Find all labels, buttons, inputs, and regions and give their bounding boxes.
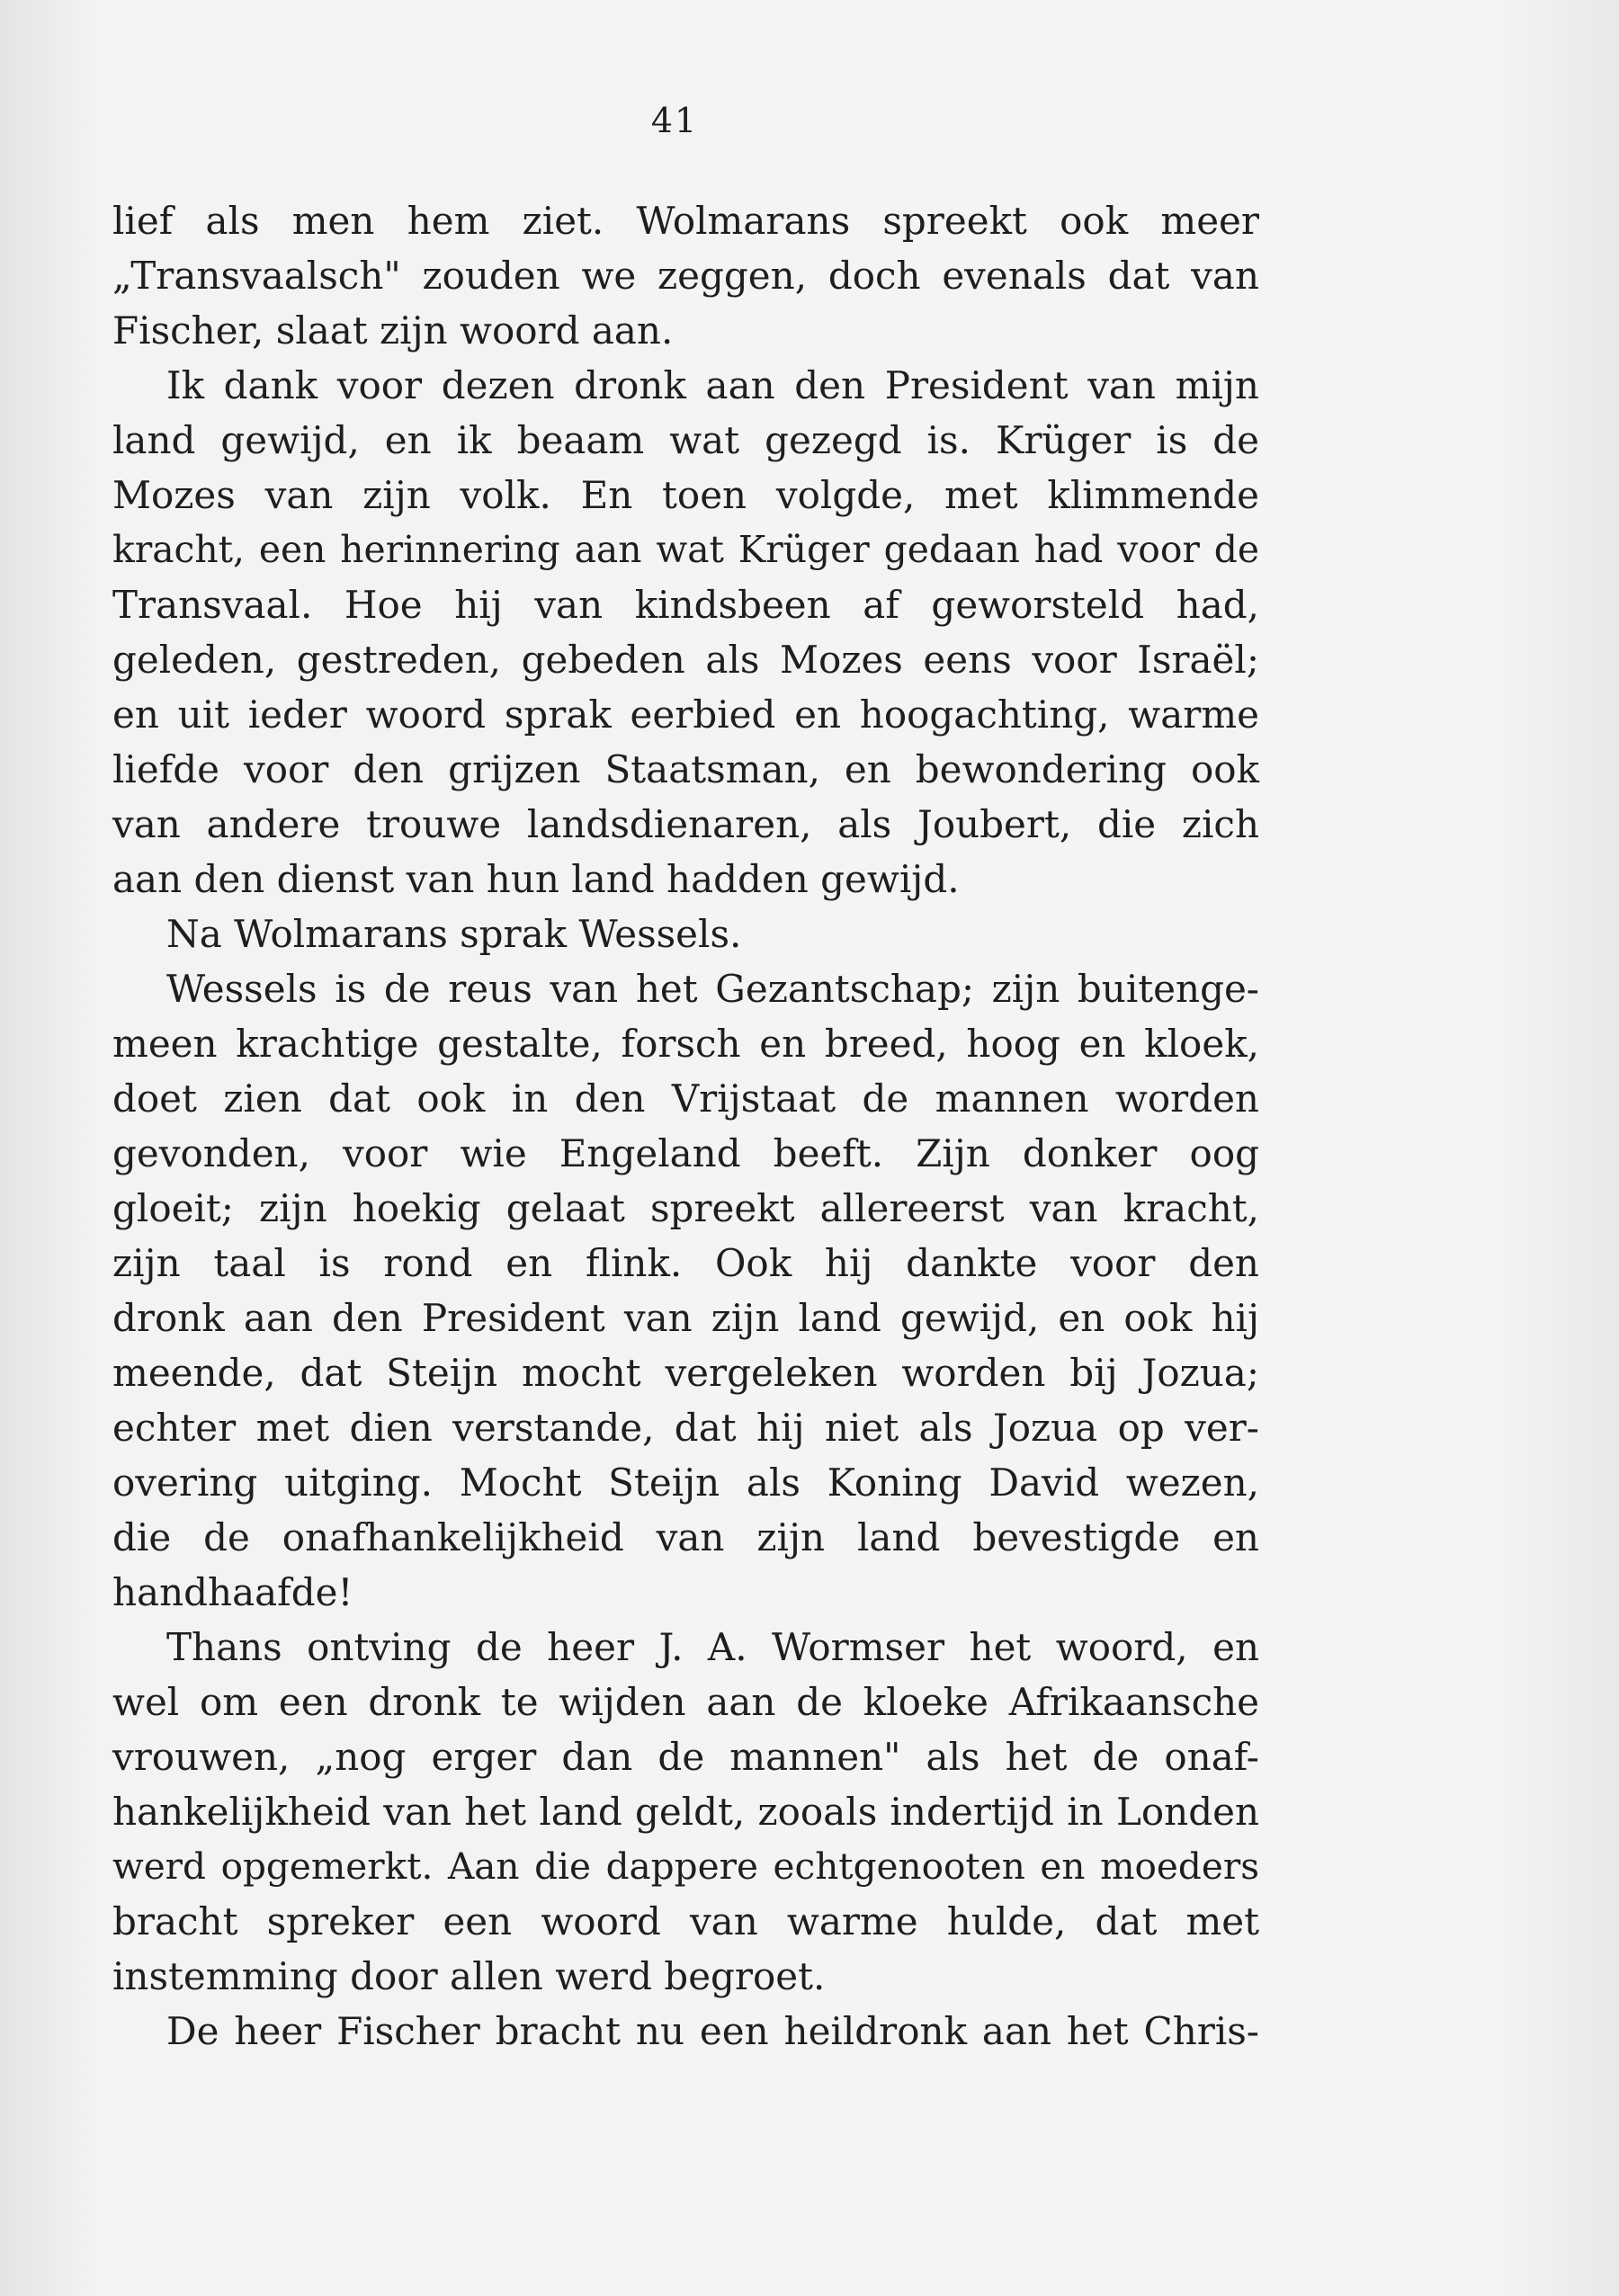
text-line: doet zien dat ook in den Vrijstaat de mannen worden bbox=[112, 1077, 1259, 1121]
text-line: Ik dank voor dezen dronk aan den President van mijn bbox=[166, 363, 1259, 407]
text-line: zijn taal is rond en flink. Ook hij dankte voor den bbox=[112, 1241, 1259, 1285]
text-line: aan den dienst van hun land hadden gewijd. bbox=[112, 857, 960, 901]
text-line: echter met dien verstande, dat hij niet als Jozua op ver- bbox=[112, 1406, 1259, 1450]
text-line: Thans ontving de heer J. A. Wormser het woord, en bbox=[166, 1625, 1259, 1669]
text-line: Wessels is de reus van het Gezantschap; zijn buitenge- bbox=[166, 967, 1259, 1011]
text-line: vrouwen, „nog erger dan de mannen" als het de onaf- bbox=[112, 1735, 1259, 1779]
text-line: kracht, een herinnering aan wat Krüger gedaan had voor de bbox=[112, 528, 1259, 571]
text-line: land gewijd, en ik beaam wat gezegd is. Krüger is de bbox=[112, 418, 1259, 462]
text-line: Transvaal. Hoe hij van kindsbeen af geworsteld had, bbox=[112, 583, 1259, 627]
text-line: gloeit; zijn hoekig gelaat spreekt allereerst van kracht, bbox=[112, 1186, 1259, 1230]
text-line: De heer Fischer bracht nu een heildronk aan het Chris- bbox=[166, 2009, 1259, 2053]
page-number: 41 bbox=[650, 101, 699, 140]
text-line: „Transvaalsch" zouden we zeggen, doch evenals dat van bbox=[112, 254, 1259, 298]
text-line: Na Wolmarans sprak Wessels. bbox=[166, 912, 742, 956]
text-line: gevonden, voor wie Engeland beeft. Zijn donker oog bbox=[112, 1131, 1259, 1175]
text-line: Mozes van zijn volk. En toen volgde, met klimmende bbox=[112, 473, 1259, 517]
text-line: overing uitging. Mocht Steijn als Koning David wezen, bbox=[112, 1461, 1259, 1505]
text-line: hankelijkheid van het land geldt, zooals indertijd in Londen bbox=[112, 1790, 1259, 1834]
text-line: van andere trouwe landsdienaren, als Joubert, die zich bbox=[112, 802, 1259, 846]
text-line: instemming door allen werd begroet. bbox=[112, 1954, 826, 1998]
text-line: en uit ieder woord sprak eerbied en hoogachting, warme bbox=[112, 692, 1259, 737]
text-line: meende, dat Steijn mocht vergeleken worden bij Jozua; bbox=[112, 1351, 1259, 1395]
text-line: handhaafde! bbox=[112, 1570, 353, 1614]
text-line: die de onafhankelijkheid van zijn land bevestigde en bbox=[112, 1515, 1259, 1559]
text-line: Fischer, slaat zijn woord aan. bbox=[112, 308, 674, 353]
text-line: dronk aan den President van zijn land gewijd, en ook hij bbox=[112, 1296, 1259, 1340]
text-line: geleden, gestreden, gebeden als Mozes eens voor Israël; bbox=[112, 638, 1259, 682]
text-line: wel om een dronk te wijden aan de kloeke Afrikaansche bbox=[112, 1680, 1259, 1724]
text-line: werd opgemerkt. Aan die dappere echtgenooten en moeders bbox=[112, 1845, 1259, 1888]
text-line: meen krachtige gestalte, forsch en breed, hoog en kloek, bbox=[112, 1022, 1259, 1066]
text-line: liefde voor den grijzen Staatsman, en bewondering ook bbox=[112, 747, 1259, 791]
text-line: lief als men hem ziet. Wolmarans spreekt ook meer bbox=[112, 199, 1259, 243]
text-line: bracht spreker een woord van warme hulde, dat met bbox=[112, 1899, 1259, 1943]
body-text bbox=[112, 193, 1259, 2059]
